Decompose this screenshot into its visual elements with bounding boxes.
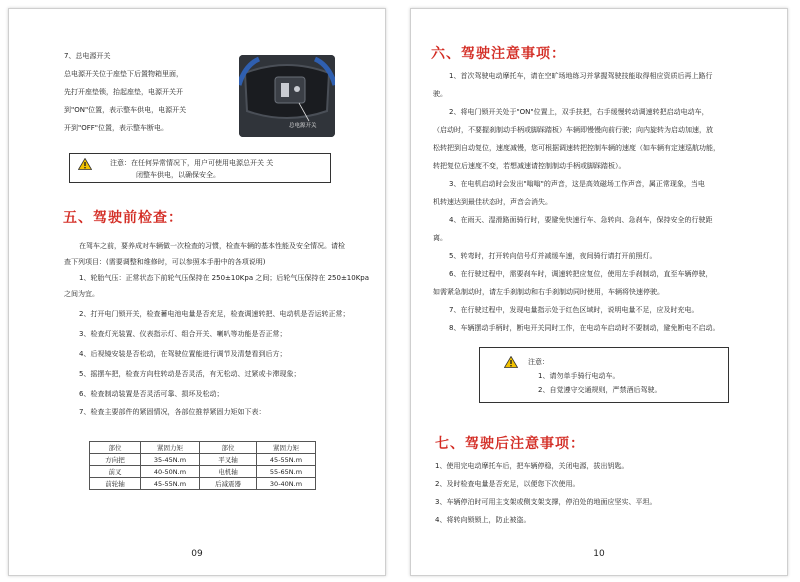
power-switch-photo — [239, 55, 335, 137]
section-heading: 七、驾驶后注意事项： — [435, 436, 585, 452]
driving-item: 5、转弯时，打开转向信号灯并减缓车速，夜间骑行请打开前照灯。 — [449, 252, 657, 260]
checklist-item: 2、打开电门锁开关，检查蓄电池电量是否充足，检查调速转把、电动机是否运转正常； — [79, 310, 350, 318]
driving-item: 驶。 — [433, 90, 447, 98]
table-cell: 30-40N.m — [257, 478, 316, 490]
note-title: 注意： — [528, 358, 549, 366]
driving-item: 机转速达到最佳状态时，声音会消失。 — [433, 198, 552, 206]
driving-item: 6、在行驶过程中，需要刹车时，调速转把应复位，使用左手刹制动，直至车辆停驶， — [449, 270, 713, 278]
driving-item: 转把复位后速度不变，若想减速请控制制动手柄或脚踩踏板）。 — [433, 162, 626, 170]
table-cell: 方向把 — [90, 454, 141, 466]
table-cell: 55-65N.m — [257, 466, 316, 478]
section-heading: 六、驾驶注意事项： — [431, 46, 566, 62]
warning-triangle-icon — [504, 356, 518, 368]
table-header: 部位 — [90, 442, 141, 454]
after-item: 3、车辆停泊时可用主支架或侧支架支撑，停泊处的地面应坚实、平坦。 — [435, 498, 657, 506]
table-header: 紧固力矩 — [141, 442, 200, 454]
checklist-item: 6、检查制动装置是否灵活可靠、损坏及松动； — [79, 390, 224, 398]
checklist-item: 7、检查主要部件的紧固情况，各部位推荐紧固力矩如下表： — [79, 408, 266, 416]
page-number: 10 — [593, 549, 605, 559]
note-line: 注意：在任何异常情况下，用户可使用电源总开关 关 — [110, 159, 274, 167]
table-row — [90, 478, 316, 490]
note-line: 闭整车供电，以确保安全。 — [136, 171, 220, 179]
after-item: 1、使用完电动摩托车后，把车辆停稳，关闭电源，拔出钥匙。 — [435, 462, 629, 470]
note-line: 2、自觉遵守交通规则，严禁酒后驾驶。 — [538, 386, 662, 394]
driving-item: 8、车辆摆动手柄时，断电开关同时工作，在电动车启动时不要制动，避免断电不启动。 — [449, 324, 720, 332]
table-cell: 前叉 — [90, 466, 141, 478]
page-10 — [410, 8, 788, 576]
section-heading: 五、驾驶前检查： — [63, 210, 183, 226]
checklist-item: 之间为宜。 — [64, 290, 99, 298]
after-item: 2、及时检查电量是否充足，以便您下次使用。 — [435, 480, 580, 488]
torque-table — [89, 441, 316, 490]
table-header: 紧固力矩 — [257, 442, 316, 454]
warning-triangle-icon — [78, 158, 92, 170]
section7-line: 先打开座垫锁，抬起座垫，电源开关开 — [64, 88, 183, 96]
table-cell: 电机轴 — [200, 466, 257, 478]
safety-note-box — [69, 153, 331, 183]
section7-title: 7、总电源开关 — [64, 52, 111, 60]
table-cell: 35-45N.m — [141, 454, 200, 466]
checklist-item: 1、轮胎气压：正常状态下前轮气压保持在 250±10Kpa 之间；后轮气压保持在 250±10Kpa — [79, 274, 370, 282]
table-cell: 40-50N.m — [141, 466, 200, 478]
table-cell: 后减震器 — [200, 478, 257, 490]
intro-line: 在驾车之前，要养成对车辆做一次检查的习惯，检查车辆的基本性能及安全情况。请检 — [79, 242, 345, 250]
table-header-row — [90, 442, 316, 454]
driving-item: 3、在电机启动时会发出"嗡嗡"的声音，这是高效磁场工作声音，属正常现象，当电 — [449, 180, 705, 188]
driving-item: 离。 — [433, 234, 447, 242]
checklist-item: 5、摇摆车把，检查方向柱转动是否灵活，有无松动、过紧或卡滞现象； — [79, 370, 301, 378]
driving-item: （启动时，不要握刹制动手柄或脚踩踏板）车辆即慢慢向前行驶；向内旋转为启动加速，放 — [433, 126, 713, 134]
driving-item: 2、将电门锁开关处于"ON"位置上，双手扶把，右手缓慢转动调速转把启动电动车， — [449, 108, 709, 116]
note-line: 1、请勿单手骑行电动车。 — [538, 372, 620, 380]
driving-item: 松转把到自动复位，速度减慢，您可根据调速转把控制车辆的速度（如车辆有定速巡航功能， — [433, 144, 720, 152]
driving-item: 7、在行驶过程中，发现电量指示处于红色区域时，说明电量不足，应及时充电。 — [449, 306, 699, 314]
table-row — [90, 454, 316, 466]
intro-line: 查下列项目：(需要调整和维修时，可以参照本手册中的各项说明) — [64, 258, 266, 266]
driving-note-box — [479, 347, 729, 403]
table-cell: 前轮轴 — [90, 478, 141, 490]
section7-line: 总电源开关位于座垫下后置物箱里面， — [64, 70, 183, 78]
section7-line: 到"ON"位置，表示整车供电，电源开关 — [64, 106, 187, 114]
table-cell: 45-55N.m — [141, 478, 200, 490]
page-number: 09 — [191, 549, 203, 559]
photo-caption: 总电源开关 — [289, 123, 317, 129]
page-09 — [8, 8, 386, 576]
section7-line: 开到"OFF"位置，表示整车断电。 — [64, 124, 169, 132]
driving-item: 1、首次驾驶电动摩托车，请在空旷场地练习并掌握驾驶技能取得相应资质后再上路行 — [449, 72, 713, 80]
table-cell: 平叉轴 — [200, 454, 257, 466]
checklist-item: 4、后视镜安装是否松动，在驾驶位置能进行调节及清楚看到后方； — [79, 350, 287, 358]
driving-item: 4、在雨天、湿滑路面骑行时，要避免快速行车、急转向、急刹车，保持安全的行驶距 — [449, 216, 713, 224]
checklist-item: 3、检查灯光装置、仪表指示灯、组合开关、喇叭等功能是否正常； — [79, 330, 287, 338]
table-row — [90, 466, 316, 478]
table-cell: 45-55N.m — [257, 454, 316, 466]
driving-item: 如需紧急制动时，请左手刹制动和右手刹制动同时使用，车辆将快速停驶。 — [433, 288, 664, 296]
table-header: 部位 — [200, 442, 257, 454]
after-item: 4、将转向锁锁上，防止被盗。 — [435, 516, 531, 524]
